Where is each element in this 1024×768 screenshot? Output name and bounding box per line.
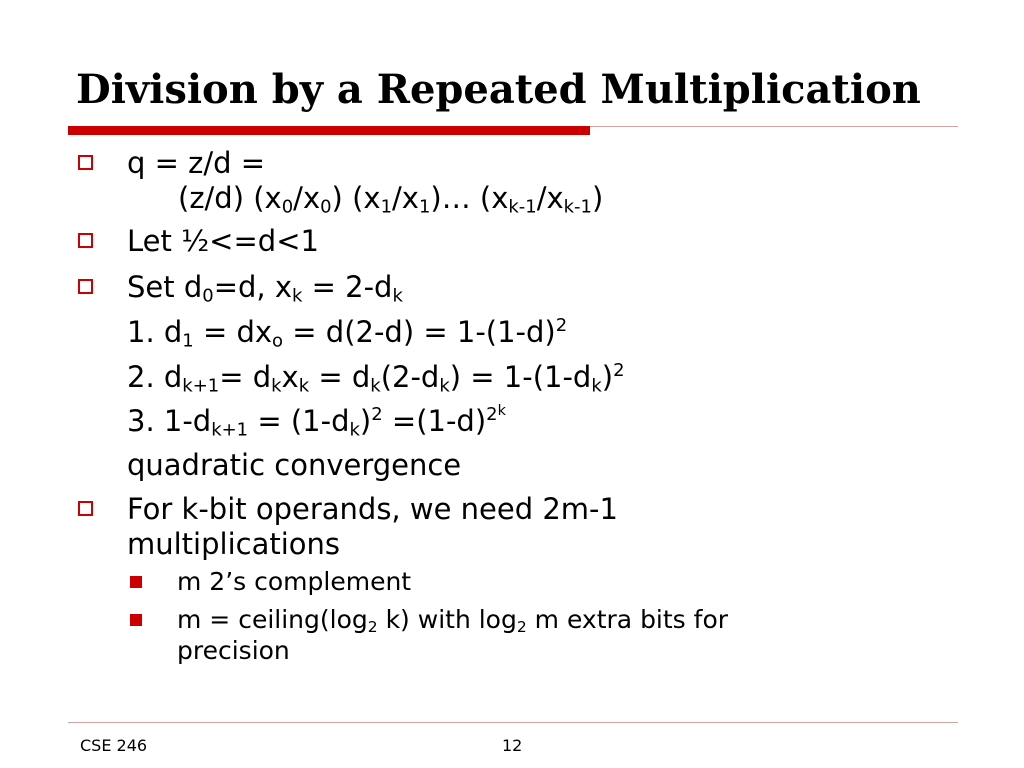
title-underline-accent: [68, 126, 590, 135]
bullet-q-definition: q = z/d =: [127, 146, 266, 180]
filled-square-bullet-icon: [130, 576, 142, 588]
bullet-q-expansion: (z/d) $(x_0/x_0)$ $(x_1/x_1)\dots$ $(x_{k-1}/x_{k-1})$: [178, 181, 604, 218]
hollow-square-bullet-icon: [78, 155, 93, 170]
slide-title: Division by a Repeated Multiplication: [76, 66, 921, 113]
bullet-kbit-operands: For k-bit operands, we need 2m-1: [127, 492, 618, 526]
hollow-square-bullet-icon: [78, 279, 93, 294]
footer-divider: [68, 722, 958, 723]
filled-square-bullet-icon: [130, 614, 142, 626]
step-2: 2. $d_{k+1}= d_kx_k = d_k(2-d_k) = 1-(1-d_k)^2$: [127, 360, 625, 397]
hollow-square-bullet-icon: [78, 501, 93, 516]
sub-bullet-ceiling-log: $m = ceiling(\log_2$ k) with $\log_2 m$ extra bits for: [177, 605, 729, 636]
footer-page-number: 12: [502, 736, 523, 755]
title-underline-thin: [590, 126, 958, 127]
step-1: 1. $d_1 = dx_o = d(2-d) = 1-(1-d)^2$: [127, 315, 568, 352]
quadratic-convergence: quadratic convergence: [127, 448, 462, 482]
step-3: 3. $1-d_{k+1} = (1-d_k)^2 =(1-d)^{2^k}$: [127, 403, 506, 441]
bullet-let-range: Let ½<=d<1: [127, 224, 319, 258]
hollow-square-bullet-icon: [78, 233, 93, 248]
sub-bullet-ceiling-log-cont: precision: [177, 636, 290, 665]
footer-course: CSE 246: [80, 736, 148, 755]
bullet-kbit-operands-cont: multiplications: [127, 527, 341, 561]
bullet-set-d0: Set $d_0=d$, $x_k = 2-d_k$: [127, 270, 403, 307]
sub-bullet-twos-complement: m 2’s complement: [177, 567, 412, 596]
